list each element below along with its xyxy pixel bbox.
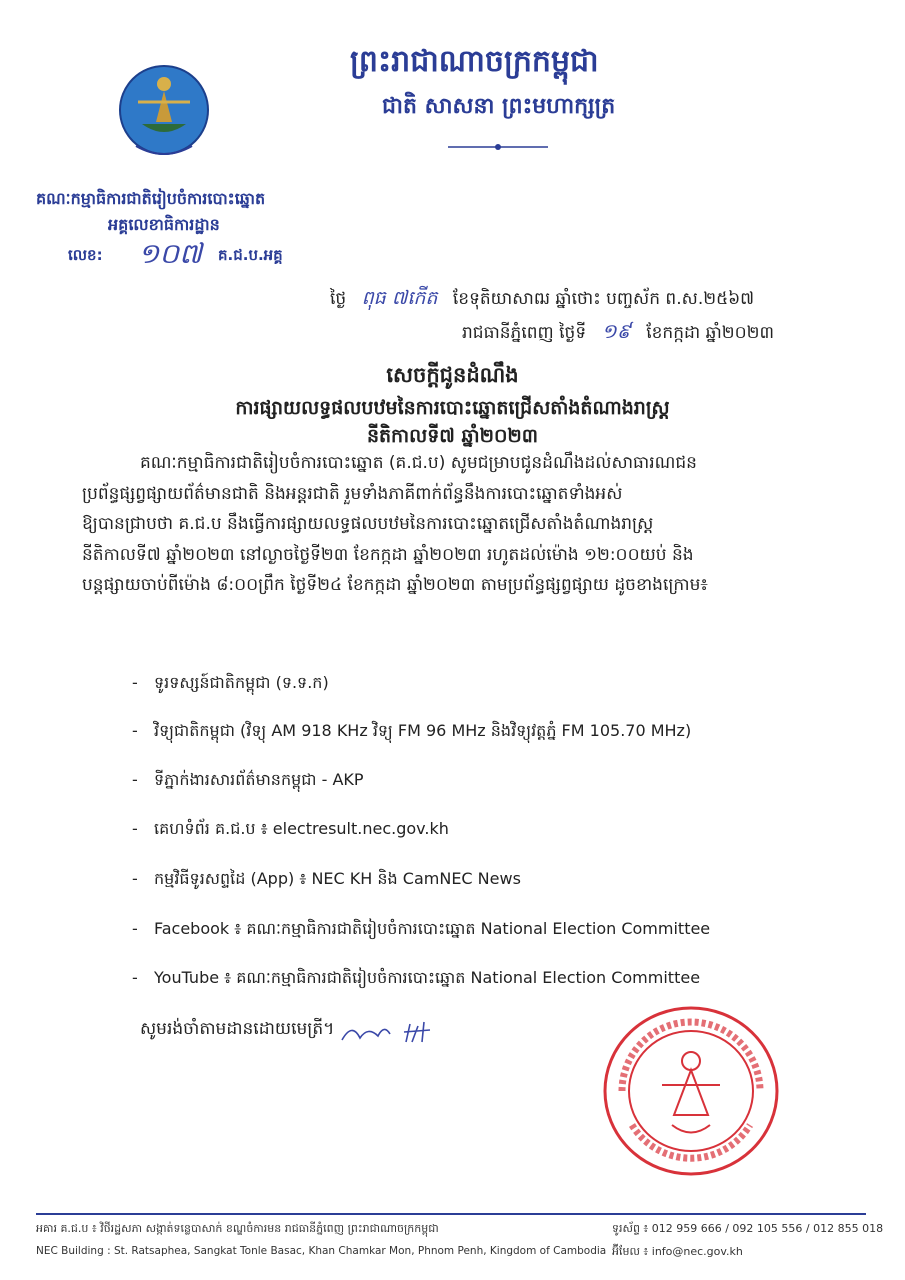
- notice-title: សេចក្តីជូនដំណឹង: [386, 363, 519, 387]
- lunar-handwritten: ពុធ ៧កើត: [361, 287, 438, 309]
- lunar-rest: ខែទុតិយាសាឍ ឆ្នាំថោះ បញ្ចស័ក ព.ស.២៥៦៧: [452, 289, 755, 309]
- list-item: - Facebook ៖ គណៈកម្មាធិការជាតិរៀបចំការបោះឆ្នោត National Election Committee: [132, 919, 711, 938]
- list-item: - គេហទំព័រ គ.ជ.ប ៖ electresult.nec.gov.kh: [132, 819, 449, 838]
- day-handwritten: ១៩: [601, 319, 631, 343]
- list-item: - YouTube ៖ គណៈកម្មាធិការជាតិរៀបចំការបោះឆ្នោត National Election Committee: [132, 968, 701, 987]
- closing-text: សូមរង់ចាំតាមដានដោយមេត្រី។: [140, 1019, 335, 1039]
- ornament-divider: [448, 136, 548, 144]
- body-line: គណៈកម្មាធិការជាតិរៀបចំការបោះឆ្នោត (គ.ជ.ប) សូមជម្រាបជូនដំណឹងដល់សាធារណជន: [140, 453, 697, 473]
- footer-address-kh: អគារ គ.ជ.ប ៖ វិថីរដ្ឋសភា សង្កាត់ទន្លេបាសាក់ ខណ្ឌចំការមន រាជធានីភ្នំពេញ ព្រះរាជាណាចក្រកម្ពុជា: [36, 1222, 439, 1235]
- body-line: ឱ្យបានជ្រាបថា គ.ជ.ប នឹងធ្វើការផ្សាយលទ្ធផលបឋមនៃការបោះឆ្នោតជ្រើសតាំងតំណាងរាស្ត្រ: [82, 514, 654, 534]
- list-item: - កម្មវិធីទូរសព្ទដៃ (App) ៖ NEC KH និង CamNEC News: [132, 869, 521, 888]
- footer-email: អ៊ីមែល ៖ info@nec.gov.kh: [612, 1245, 743, 1258]
- lunar-date: [330, 286, 754, 314]
- list-item: - វិទ្យុជាតិកម្ពុជា (វិទ្យុ AM 918 KHz វិទ្យុ FM 96 MHz និងវិទ្យុវត្តភ្នំ FM 105.70 MHz): [132, 721, 692, 740]
- list-item: - ទីភ្នាក់ងារសារព័ត៌មានកម្ពុជា - AKP: [132, 770, 364, 789]
- number-value: ១០៧: [138, 237, 202, 270]
- number-suffix: គ.ជ.ប.អគ្គ: [218, 246, 283, 264]
- body-line: ប្រព័ន្ធផ្សព្វផ្សាយព័ត៌មានជាតិ និងអន្តរជាតិ រួមទាំងភាគីពាក់ព័ន្ធនឹងការបោះឆ្នោតទាំងអស់: [82, 484, 623, 504]
- list-item: - ទូរទស្សន៍ជាតិកម្ពុជា (ទ.ទ.ក): [132, 673, 329, 692]
- official-stamp: [602, 1005, 780, 1177]
- body-line: បន្តផ្សាយចាប់ពីម៉ោង ៨:០០ព្រឹក ថ្ងៃទី២៤ ខែកក្កដា ឆ្នាំ២០២៣ តាមប្រព័ន្ធផ្សព្វផ្សាយ ដូចខាងក្រោម៖: [82, 575, 708, 595]
- nec-logo: [118, 62, 210, 162]
- lunar-prefix: ថ្ងៃ: [330, 289, 347, 309]
- notice-subtitle-1: ការផ្សាយលទ្ធផលបឋមនៃការបោះឆ្នោតជ្រើសតាំងតំណាងរាស្ត្រ: [235, 397, 670, 419]
- place-rest: ខែកក្កដា ឆ្នាំ២០២៣: [646, 323, 775, 343]
- national-motto: ជាតិ សាសនា ព្រះមហាក្សត្រ: [382, 94, 616, 119]
- number-label: លេខ:: [68, 246, 103, 264]
- body-line: នីតិកាលទី៧ ឆ្នាំ២០២៣ នៅល្ងាចថ្ងៃទី២៣ ខែកក្កដា ឆ្នាំ២០២៣ រហូតដល់ម៉ោង ១២:០០យប់ និង: [82, 545, 694, 565]
- kingdom-title: ព្រះរាជាណាចក្រកម្ពុជា: [350, 44, 599, 79]
- issuer-department: អគ្គលេខាធិការដ្ឋាន: [108, 215, 220, 234]
- notice-subtitle-2: នីតិកាលទី៧ ឆ្នាំ២០២៣: [366, 425, 539, 447]
- footer-address-en: NEC Building : St. Ratsaphea, Sangkat Tonle Basac, Khan Chamkar Mon, Phnom Penh, Kingdom of Cambodia: [36, 1245, 607, 1257]
- signature-initials: [338, 1018, 450, 1048]
- footer-phone: ទូរស័ព្ទ ៖ 012 959 666 / 092 105 556 / 012 855 018: [612, 1222, 884, 1235]
- footer-divider: [36, 1213, 866, 1215]
- issuer-committee: គណៈកម្មាធិការជាតិរៀបចំការបោះឆ្នោត: [36, 189, 266, 208]
- place-date: [462, 318, 774, 348]
- place-prefix: រាជធានីភ្នំពេញ ថ្ងៃទី: [462, 323, 587, 343]
